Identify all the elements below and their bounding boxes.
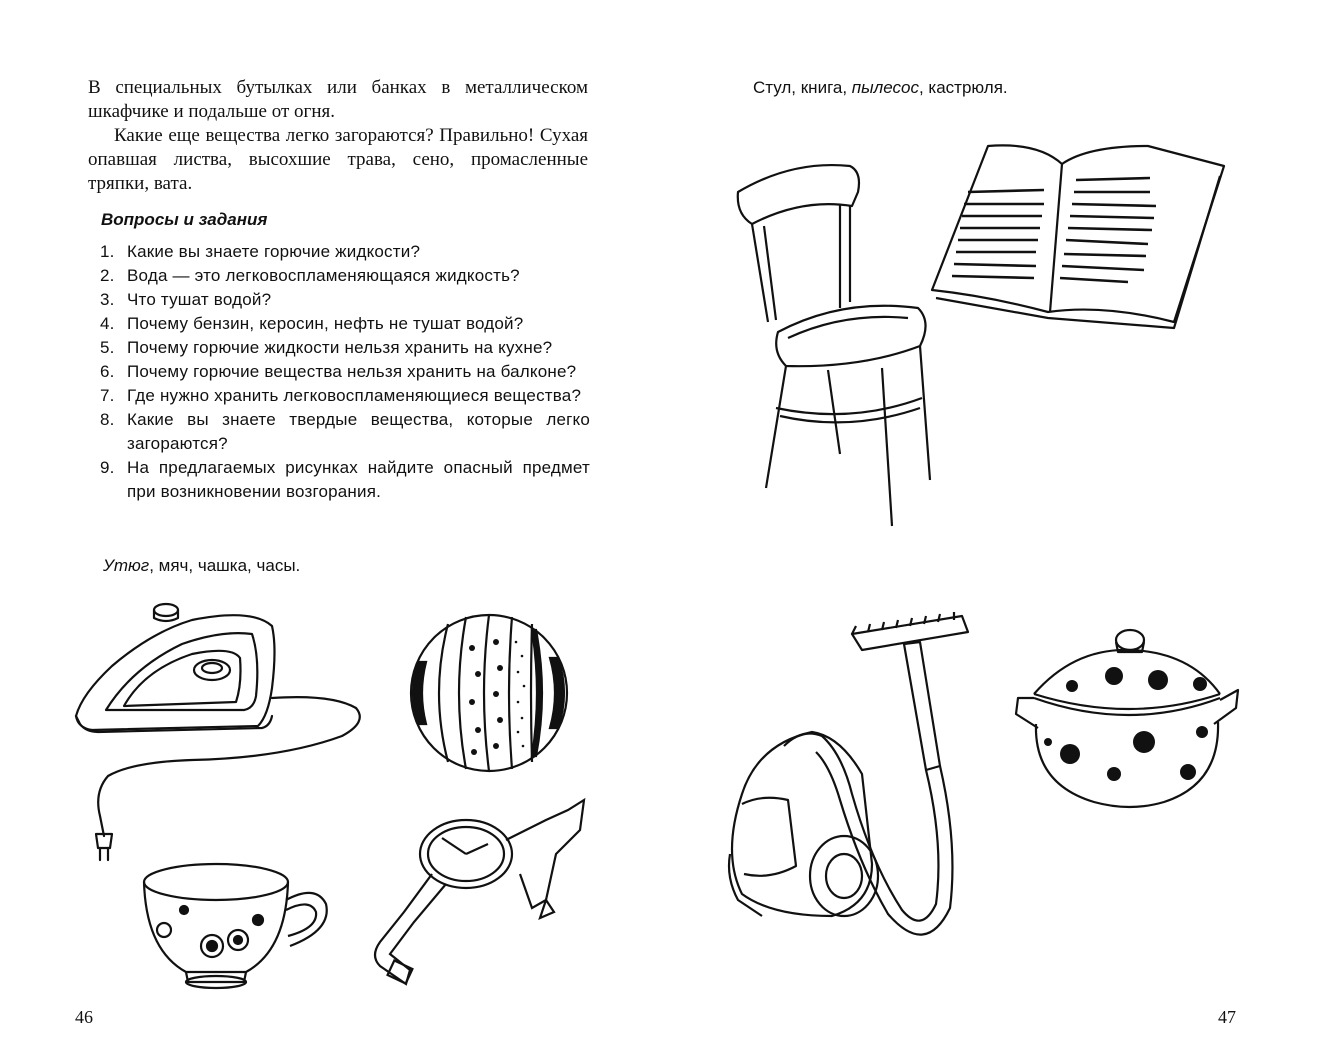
answer-highlight: Утюг xyxy=(103,556,150,575)
vacuum-cleaner-illustration xyxy=(722,604,984,996)
answer-rest: , мяч, чашка, часы. xyxy=(149,556,301,575)
question-text: Какие вы знаете твердые вещества, которые легко загораются? xyxy=(127,410,590,453)
question-item xyxy=(100,408,590,456)
question-number: 6. xyxy=(100,362,115,381)
answer-after: , кастрюля. xyxy=(918,78,1008,97)
question-text: На предлагаемых рисунках найдите опасный предмет при возникновении возгорания. xyxy=(127,458,590,501)
question-item xyxy=(100,384,590,408)
question-number: 9. xyxy=(100,458,115,477)
question-number: 4. xyxy=(100,314,115,333)
chair-illustration xyxy=(732,162,942,528)
question-number: 7. xyxy=(100,386,115,405)
paragraph-flammable: Какие еще вещества легко загораются? Правильно! Сухая опавшая листва, высохшие трава, сено, промасленные тряпки, вата. xyxy=(88,125,588,194)
question-item xyxy=(100,456,590,504)
question-number: 5. xyxy=(100,338,115,357)
iron-illustration xyxy=(72,598,372,860)
question-list xyxy=(100,240,590,504)
question-text: Где нужно хранить легковоспламеняющиеся вещества? xyxy=(127,386,582,405)
question-item xyxy=(100,312,590,336)
pot-illustration xyxy=(1014,624,1240,812)
answer-highlight-right: пылесос xyxy=(851,78,919,97)
question-number: 8. xyxy=(100,410,115,429)
question-number: 1. xyxy=(100,242,115,261)
question-number: 3. xyxy=(100,290,115,309)
question-item xyxy=(100,288,590,312)
question-number: 2. xyxy=(100,266,115,285)
question-text: Вода — это легковоспламеняющаяся жидкость? xyxy=(127,266,520,285)
open-book-illustration xyxy=(928,136,1226,328)
page-number-right: 47 xyxy=(1218,1007,1236,1027)
question-item xyxy=(100,336,590,360)
question-item xyxy=(100,264,590,288)
page-number-left: 46 xyxy=(75,1007,93,1027)
question-item xyxy=(100,360,590,384)
answer-before: Стул, книга, xyxy=(753,78,852,97)
wristwatch-illustration xyxy=(370,782,592,992)
question-text: Почему горючие вещества нельзя хранить на балконе? xyxy=(127,362,577,381)
section-heading: Вопросы и задания xyxy=(101,210,268,229)
answer-line-left xyxy=(103,556,300,576)
question-text: Почему горючие жидкости нельзя хранить на кухне? xyxy=(127,338,553,357)
cup-illustration xyxy=(140,860,330,990)
question-text: Почему бензин, керосин, нефть не тушат водой? xyxy=(127,314,524,333)
paragraph-storage: В специальных бутылках или банках в металлическом шкафчике и подальше от огня. xyxy=(88,77,588,122)
question-text: Что тушат водой? xyxy=(127,290,272,309)
question-text: Какие вы знаете горючие жидкости? xyxy=(127,242,421,261)
question-item xyxy=(100,240,590,264)
answer-line-right xyxy=(753,78,1008,98)
ball-illustration xyxy=(408,612,570,774)
